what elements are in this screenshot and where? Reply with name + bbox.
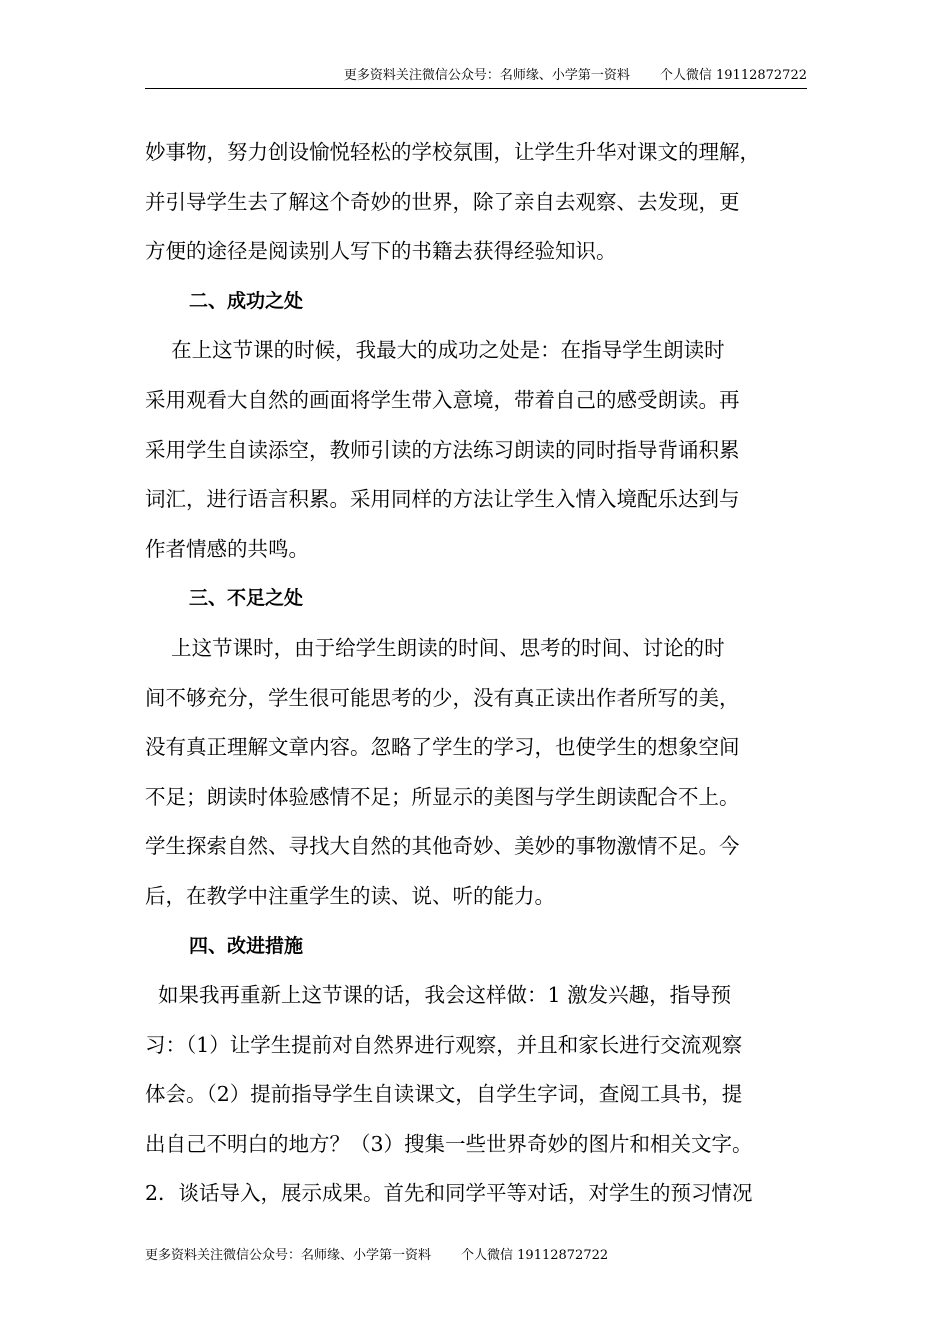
- body-line: 学生探索自然、寻找大自然的其他奇妙、美妙的事物激情不足。今: [145, 834, 740, 859]
- body-line: 没有真正理解文章内容。忽略了学生的学习，也使学生的想象空间: [145, 735, 740, 760]
- section-heading-successes: 二、成功之处: [189, 289, 304, 312]
- body-line: 采用观看大自然的画面将学生带入意境，带着自己的感受朗读。再: [145, 387, 740, 412]
- body-line: 上这节课时，由于给学生朗读的时间、思考的时间、讨论的时: [145, 635, 725, 660]
- section-heading-shortcomings: 三、不足之处: [189, 587, 304, 610]
- body-line: 体会。（2）提前指导学生自读课文，自学生字词，查阅工具书，提: [145, 1082, 743, 1107]
- body-line: 并引导学生去了解这个奇妙的世界，除了亲自去观察、去发现，更: [145, 189, 740, 214]
- body-line: 出自己不明白的地方？（3）搜集一些世界奇妙的图片和相关文字。: [145, 1131, 753, 1156]
- header-contact: 个人微信 19112872722: [659, 68, 807, 83]
- body-line: 习：（1）让学生提前对自然界进行观察，并且和家长进行交流观察: [145, 1032, 743, 1057]
- body-line: 间不够充分，学生很可能思考的少，没有真正读出作者所写的美，: [145, 685, 740, 710]
- body-line: 在上这节课的时候，我最大的成功之处是：在指导学生朗读时: [145, 338, 725, 363]
- body-line: 方便的途径是阅读别人写下的书籍去获得经验知识。: [145, 239, 617, 264]
- body-line: 妙事物，努力创设愉悦轻松的学校氛围，让学生升华对课文的理解，: [145, 140, 760, 164]
- header-text: [344, 66, 807, 86]
- body-line: 词汇，进行语言积累。采用同样的方法让学生入情入境配乐达到与: [145, 487, 740, 512]
- footer-contact: 个人微信 19112872722: [461, 1248, 609, 1263]
- document-body: [145, 128, 825, 1219]
- section-heading-improvements: 四、改进措施: [189, 934, 304, 957]
- body-line: 作者情感的共鸣。: [145, 536, 309, 561]
- page-footer: [145, 1246, 608, 1266]
- footer-promo: 更多资料关注微信公众号：名师缘、小学第一资料: [145, 1248, 432, 1263]
- body-line: 不足；朗读时体验感情不足；所显示的美图与学生朗读配合不上。: [145, 784, 740, 809]
- body-line: 2．谈话导入，展示成果。首先和同学平等对话，对学生的预习情况: [145, 1181, 753, 1206]
- body-line: 如果我再重新上这节课的话，我会这样做：1 激发兴趣，指导预: [145, 983, 732, 1008]
- header-promo: 更多资料关注微信公众号：名师缘、小学第一资料: [343, 68, 630, 83]
- body-line: 采用学生自读添空，教师引读的方法练习朗读的同时指导背诵积累: [145, 437, 740, 462]
- page-header: [145, 64, 807, 89]
- body-line: 后，在教学中注重学生的读、说、听的能力。: [145, 883, 555, 908]
